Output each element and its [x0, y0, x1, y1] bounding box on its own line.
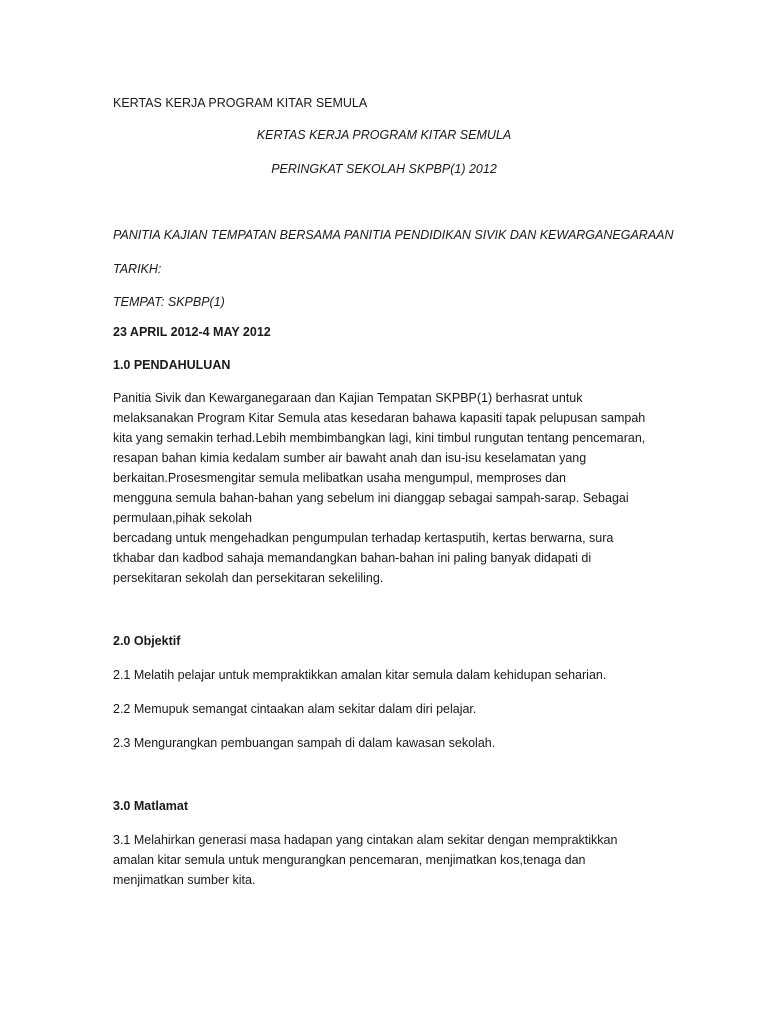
- section-1-paragraph: [113, 388, 673, 588]
- paragraph-line: persekitaran sekolah dan persekitaran sekeliling.: [113, 571, 384, 585]
- document-title: KERTAS KERJA PROGRAM KITAR SEMULA: [256, 128, 512, 142]
- paragraph-line: amalan kitar semula untuk mengurangkan pencemaran, menjimatkan kos,tenaga dan: [113, 853, 586, 867]
- paragraph-line: tkhabar dan kadbod sahaja memandangkan bahan-bahan ini paling banyak didapati di: [113, 551, 592, 565]
- paragraph-line: berkaitan.Prosesmengitar semula melibatkan usaha mengumpul, memproses dan: [113, 471, 567, 485]
- paragraph-line: Panitia Sivik dan Kewarganegaraan dan Kajian Tempatan SKPBP(1) berhasrat untuk: [113, 391, 583, 405]
- venue-field: TEMPAT: SKPBP(1): [113, 295, 225, 309]
- paragraph-line: kita yang semakin terhad.Lebih membimbangkan lagi, kini timbul rungutan tentang pencemaran,: [113, 431, 646, 445]
- paragraph-line: mengguna semula bahan-bahan yang sebelum ini dianggap sebagai sampah-sarap. Sebagai: [113, 491, 629, 505]
- section-2-heading: 2.0 Objektif: [113, 634, 181, 648]
- paragraph-line: 3.1 Melahirkan generasi masa hadapan yang cintakan alam sekitar dengan mempraktikkan: [113, 833, 618, 847]
- section-1-heading: 1.0 PENDAHULUAN: [113, 358, 231, 372]
- date-field-label: TARIKH:: [113, 262, 162, 276]
- document-subtitle: PERINGKAT SEKOLAH SKPBP(1) 2012: [271, 162, 497, 176]
- document-heading: KERTAS KERJA PROGRAM KITAR SEMULA: [113, 96, 368, 110]
- objective-item: 2.1 Melatih pelajar untuk mempraktikkan amalan kitar semula dalam kehidupan seharian.: [113, 668, 607, 682]
- paragraph-line: melaksanakan Program Kitar Semula atas kesedaran bahawa kapasiti tapak pelupusan sampah: [113, 411, 646, 425]
- committee-line: PANITIA KAJIAN TEMPATAN BERSAMA PANITIA PENDIDIKAN SIVIK DAN KEWARGANEGARAAN: [113, 228, 674, 242]
- objective-item: 2.3 Mengurangkan pembuangan sampah di dalam kawasan sekolah.: [113, 736, 496, 750]
- paragraph-line: bercadang untuk mengehadkan pengumpulan terhadap kertasputih, kertas berwarna, sura: [113, 531, 614, 545]
- paragraph-line: permulaan,pihak sekolah: [113, 511, 252, 525]
- paragraph-line: menjimatkan sumber kita.: [113, 873, 256, 887]
- section-3-paragraph: [113, 830, 673, 890]
- objective-item: 2.2 Memupuk semangat cintaakan alam sekitar dalam diri pelajar.: [113, 702, 477, 716]
- paragraph-line: resapan bahan kimia kedalam sumber air bawaht anah dan isu-isu keselamatan yang: [113, 451, 587, 465]
- section-3-heading: 3.0 Matlamat: [113, 799, 189, 813]
- program-dates: 23 APRIL 2012-4 MAY 2012: [113, 325, 271, 339]
